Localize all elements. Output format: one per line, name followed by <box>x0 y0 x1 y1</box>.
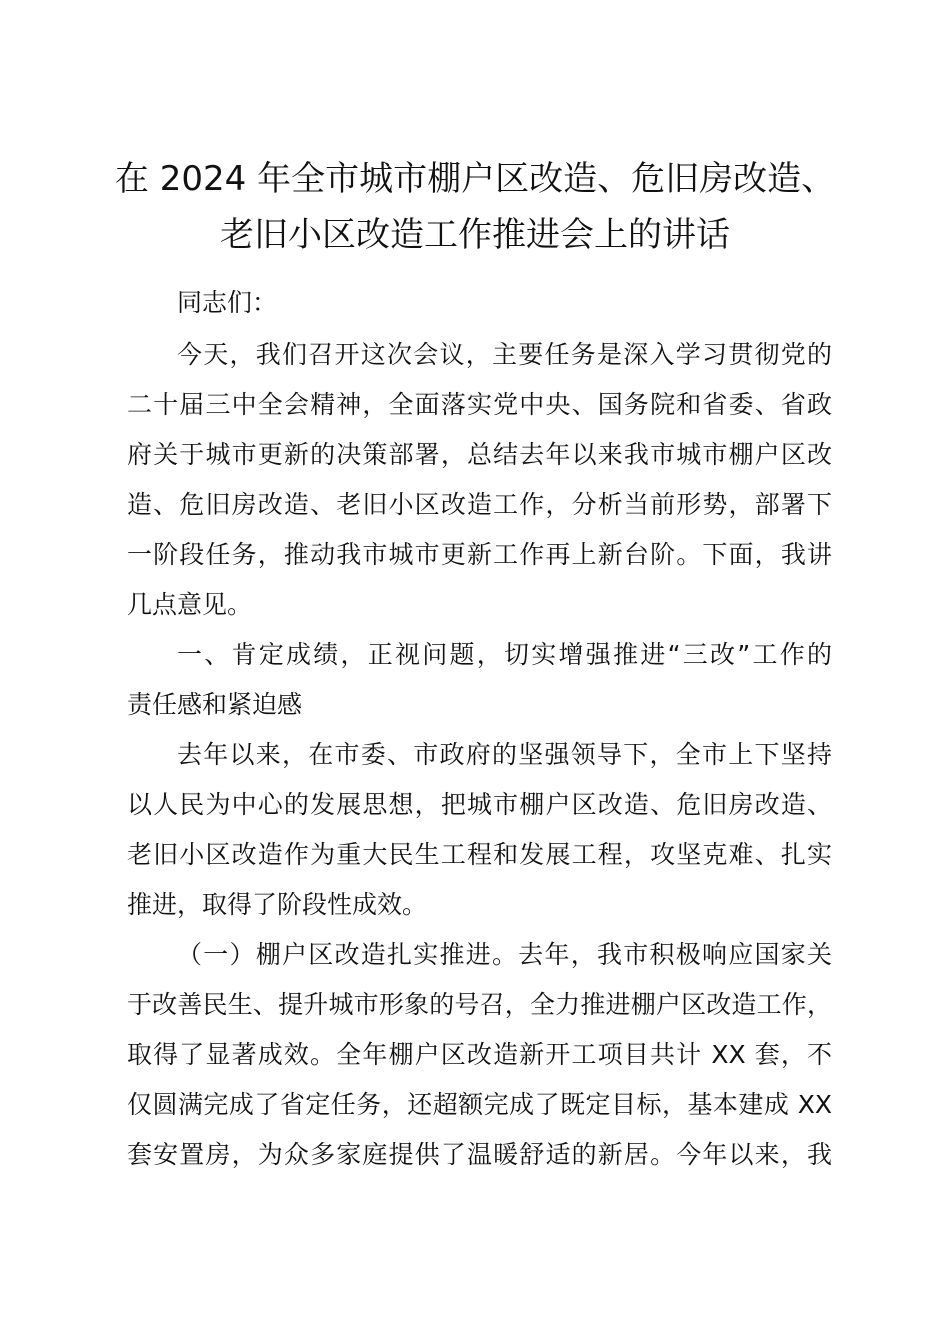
section-heading-line: 责任感和紧迫感 <box>127 690 303 719</box>
body-line: 取得了显著成效。全年棚户区改造新开工项目共计 XX 套，不 <box>127 1040 832 1069</box>
body-line: 一阶段任务，推动我市城市更新工作再上新台阶。下面，我讲 <box>127 540 832 569</box>
body-line: 二十届三中全会精神，全面落实党中央、国务院和省委、省政 <box>127 390 832 419</box>
body-line: 造、危旧房改造、老旧小区改造工作，分析当前形势，部署下 <box>127 490 832 519</box>
subsection-line: （一）棚户区改造扎实推进。去年，我市积极响应国家关 <box>177 940 832 969</box>
body-line: 套安置房，为众多家庭提供了温暖舒适的新居。今年以来，我 <box>127 1140 832 1169</box>
body-line: 老旧小区改造作为重大民生工程和发展工程，攻坚克难、扎实 <box>127 840 832 869</box>
section-heading-line: 一、肯定成绩，正视问题，切实增强推进“三改”工作的 <box>177 640 832 669</box>
body-line: 以人民为中心的发展思想，把城市棚户区改造、危旧房改造、 <box>127 790 832 819</box>
document-title-line-1: 在 2024 年全市城市棚户区改造、危旧房改造、 <box>114 159 836 199</box>
body-line: 仅圆满完成了省定任务，还超额完成了既定目标，基本建成 XX <box>127 1090 832 1119</box>
body-line: 几点意见。 <box>127 590 253 619</box>
body-line: 推进，取得了阶段性成效。 <box>127 890 428 919</box>
document-title-line-2: 老旧小区改造工作推进会上的讲话 <box>220 215 730 255</box>
body-line: 今天，我们召开这次会议，主要任务是深入学习贯彻党的 <box>177 340 832 369</box>
body-line: 府关于城市更新的决策部署，总结去年以来我市城市棚户区改 <box>127 440 832 469</box>
body-line: 去年以来，在市委、市政府的坚强领导下，全市上下坚持 <box>177 740 832 769</box>
body-line: 于改善民生、提升城市形象的号召，全力推进棚户区改造工作， <box>127 990 832 1019</box>
greeting: 同志们： <box>177 288 278 317</box>
